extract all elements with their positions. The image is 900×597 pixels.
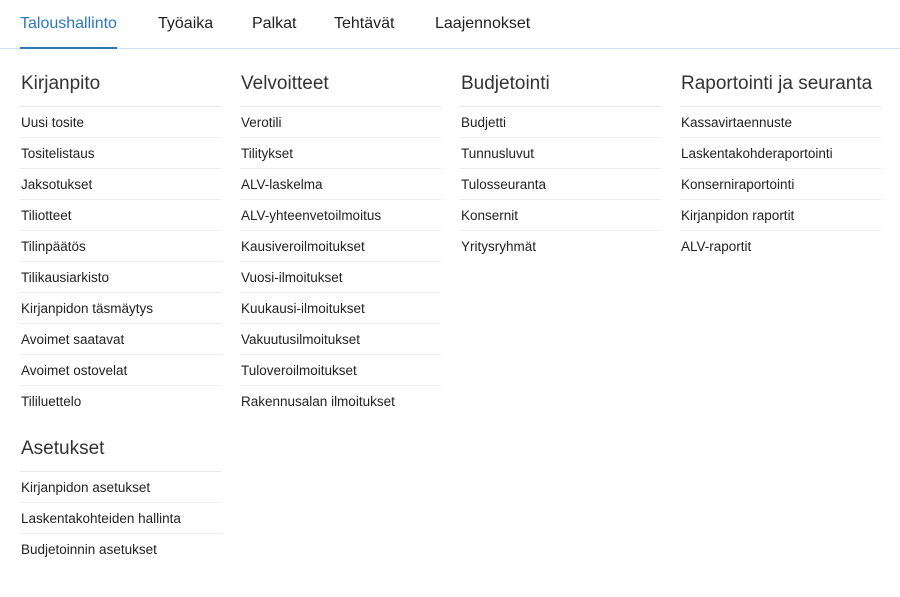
menu-link[interactable]: Yritysryhmät [461,239,537,254]
section-heading: Budjetointi [460,64,661,107]
top-nav-tabs [0,0,900,49]
menu-column-velvoitteet [240,64,441,417]
menu-link[interactable]: Tuloveroilmoitukset [240,355,441,386]
menu-link[interactable]: Vakuutusilmoitukset [240,324,441,355]
menu-section-asetukset [20,429,221,565]
menu-section-budjetointi [460,64,661,262]
menu-column-raportointi [680,64,881,262]
tab-label: Työaika [158,15,214,32]
menu-link[interactable]: Tiliotteet [20,200,221,231]
section-heading: Raportointi ja seuranta [680,64,881,107]
menu-link[interactable]: ALV-yhteenvetoilmoitus [240,200,441,231]
section-heading: Asetukset [20,429,221,472]
menu-link[interactable]: Laskentakohteiden hallinta [20,503,221,534]
menu-link[interactable]: Avoimet saatavat [20,324,221,355]
menu-link[interactable]: Tunnusluvut [460,138,661,169]
menu-link[interactable]: Vuosi-ilmoitukset [240,262,441,293]
menu-link[interactable]: Verotili [240,107,441,138]
section-heading: Velvoitteet [240,64,441,107]
menu-link[interactable]: Kausiveroilmoitukset [240,231,441,262]
tab-palkat[interactable] [252,0,296,49]
menu-link[interactable]: Tililuettelo [21,394,82,409]
menu-link[interactable]: Budjetoinnin asetukset [21,542,157,557]
menu-link[interactable]: Jaksotukset [20,169,221,200]
menu-link[interactable]: Budjetti [460,107,661,138]
tab-label: Palkat [252,15,297,32]
menu-link[interactable]: Kirjanpidon täsmäytys [20,293,221,324]
menu-link[interactable]: Rakennusalan ilmoitukset [241,394,395,409]
menu-column-budjetointi [460,64,661,262]
menu-link[interactable]: Tositelistaus [20,138,221,169]
menu-link[interactable]: Kuukausi-ilmoitukset [240,293,441,324]
menu-link[interactable]: Tulosseuranta [460,169,661,200]
menu-section-velvoitteet [240,64,441,417]
tab-label: Tehtävät [334,15,395,32]
menu-link[interactable]: Kirjanpidon asetukset [20,472,221,503]
menu-link[interactable]: Kirjanpidon raportit [680,200,881,231]
tab-taloushallinto[interactable] [20,0,117,49]
menu-section-kirjanpito [20,64,221,417]
menu-link[interactable]: ALV-raportit [681,239,752,254]
menu-link[interactable]: Tilinpäätös [20,231,221,262]
menu-link[interactable]: Konsernit [460,200,661,231]
tab-label: Laajennokset [435,15,531,32]
tab-tehtavat[interactable] [334,0,394,49]
menu-link[interactable]: Laskentakohderaportointi [680,138,881,169]
menu-link[interactable]: Tilitykset [240,138,441,169]
tab-laajennokset[interactable] [435,0,530,49]
menu-link[interactable]: Kassavirtaennuste [680,107,881,138]
menu-link[interactable]: Avoimet ostovelat [20,355,221,386]
menu-link[interactable]: Tilikausiarkisto [20,262,221,293]
menu-link[interactable]: Uusi tosite [20,107,221,138]
menu-column-kirjanpito [20,64,221,565]
menu-link[interactable]: ALV-laskelma [240,169,441,200]
tab-tyoaika[interactable] [158,0,213,49]
menu-section-raportointi [680,64,881,262]
section-heading: Kirjanpito [20,64,221,107]
tab-label: Taloushallinto [20,15,117,32]
menu-link[interactable]: Konserniraportointi [680,169,881,200]
